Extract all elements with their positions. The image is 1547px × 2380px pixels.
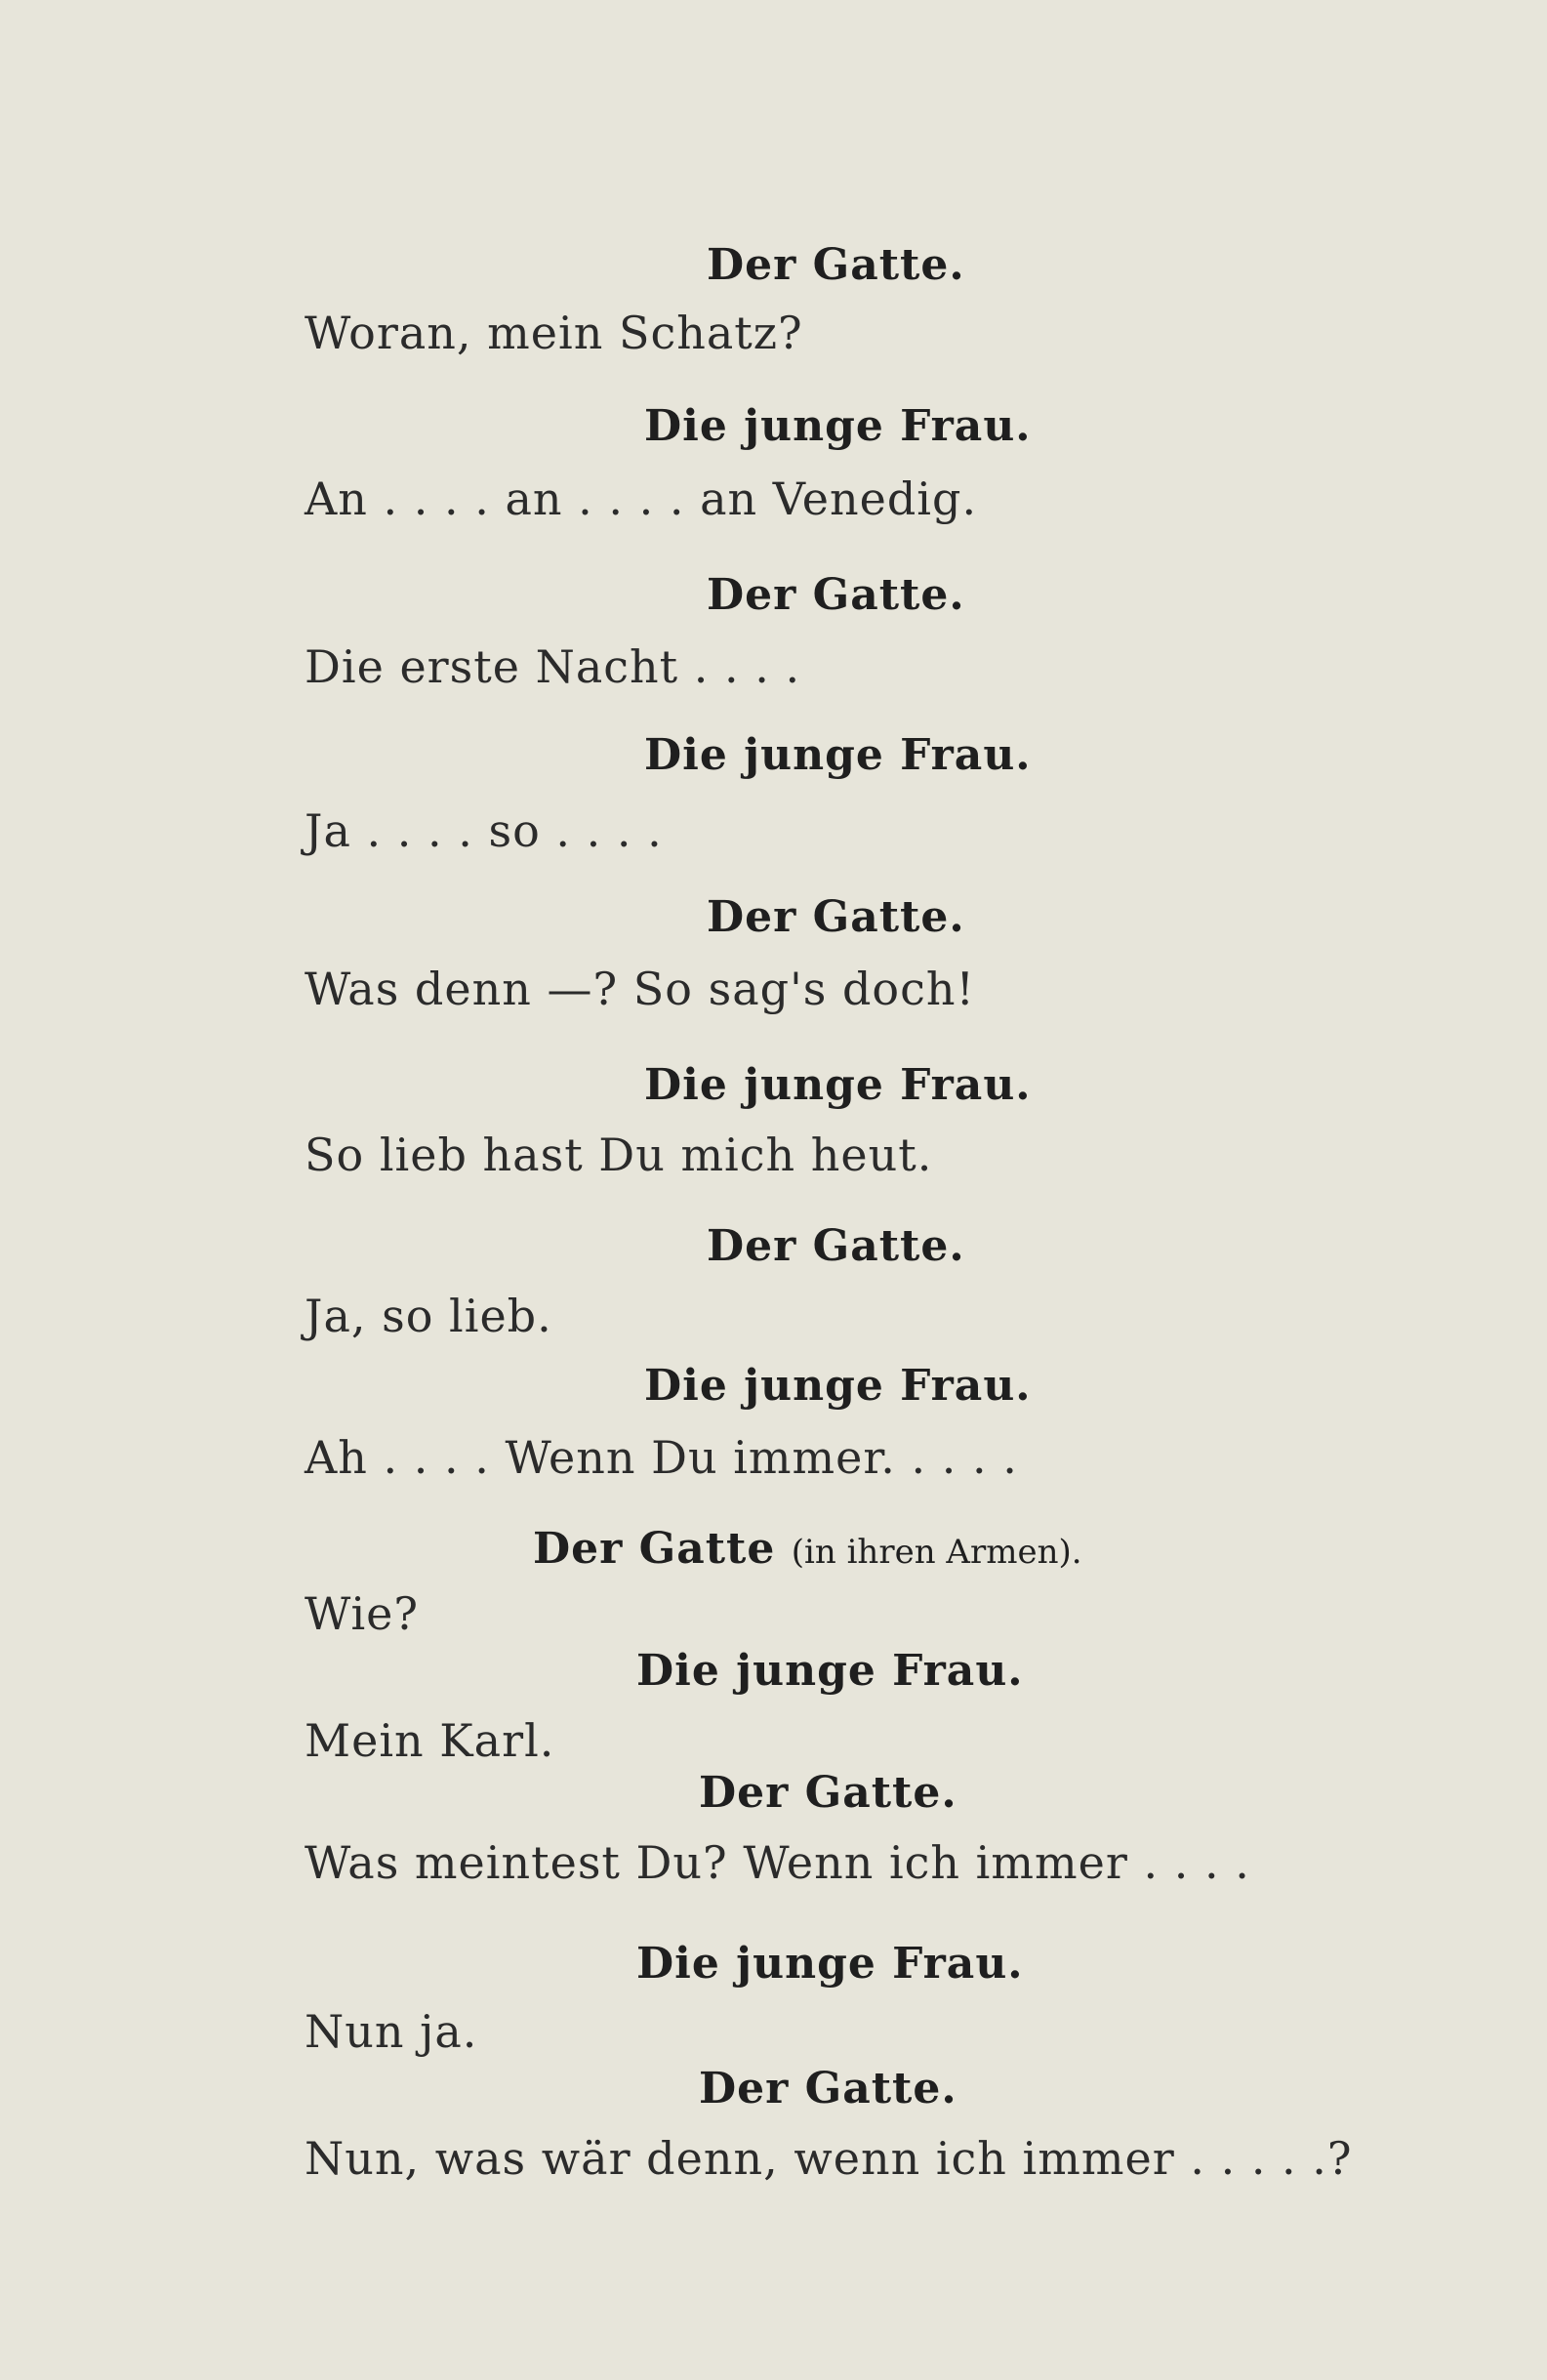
speaker-name: Der Gatte <box>533 1524 776 1574</box>
speaker-heading: Die junge Frau. <box>644 1060 1032 1110</box>
speaker-heading: Der Gatte. <box>707 240 965 290</box>
speaker-heading: Die junge Frau. <box>636 1646 1024 1696</box>
speaker-heading: Die junge Frau. <box>644 1361 1032 1411</box>
speaker-heading: Der Gatte. <box>699 1768 957 1818</box>
dialogue-line: Woran, mein Schatz? <box>305 307 803 359</box>
dialogue-line: Ja . . . . so . . . . <box>305 804 663 857</box>
dialogue-line: Nun ja. <box>305 2005 478 2058</box>
dialogue-line: Ja, so lieb. <box>305 1290 552 1342</box>
dialogue-line: Mein Karl. <box>305 1714 555 1767</box>
dialogue-line: Was meintest Du? Wenn ich immer . . . . <box>305 1836 1250 1889</box>
speaker-heading: Die junge Frau. <box>644 401 1032 451</box>
stage-direction: (in ihren Armen). <box>791 1533 1082 1572</box>
dialogue-line: Was denn —? So sag's doch! <box>305 963 975 1015</box>
dialogue-line: Ah . . . . Wenn Du immer. . . . . <box>305 1431 1018 1484</box>
speaker-heading: Der Gatte. <box>707 570 965 620</box>
speaker-heading: Der Gatte. <box>707 1221 965 1271</box>
dialogue-line: So lieb hast Du mich heut. <box>305 1128 933 1181</box>
dialogue-line: An . . . . an . . . . an Venedig. <box>305 472 978 525</box>
dialogue-line: Wie? <box>305 1587 420 1640</box>
speaker-heading: Der Gatte. <box>707 892 965 942</box>
speaker-heading: Die junge Frau. <box>644 730 1032 780</box>
speaker-heading: Der Gatte. <box>699 2064 957 2113</box>
dialogue-line: Die erste Nacht . . . . <box>305 640 801 693</box>
speaker-heading <box>533 1524 1082 1574</box>
dialogue-line: Nun, was wär denn, wenn ich immer . . . . .? <box>305 2132 1353 2185</box>
speaker-heading: Die junge Frau. <box>636 1939 1024 1989</box>
